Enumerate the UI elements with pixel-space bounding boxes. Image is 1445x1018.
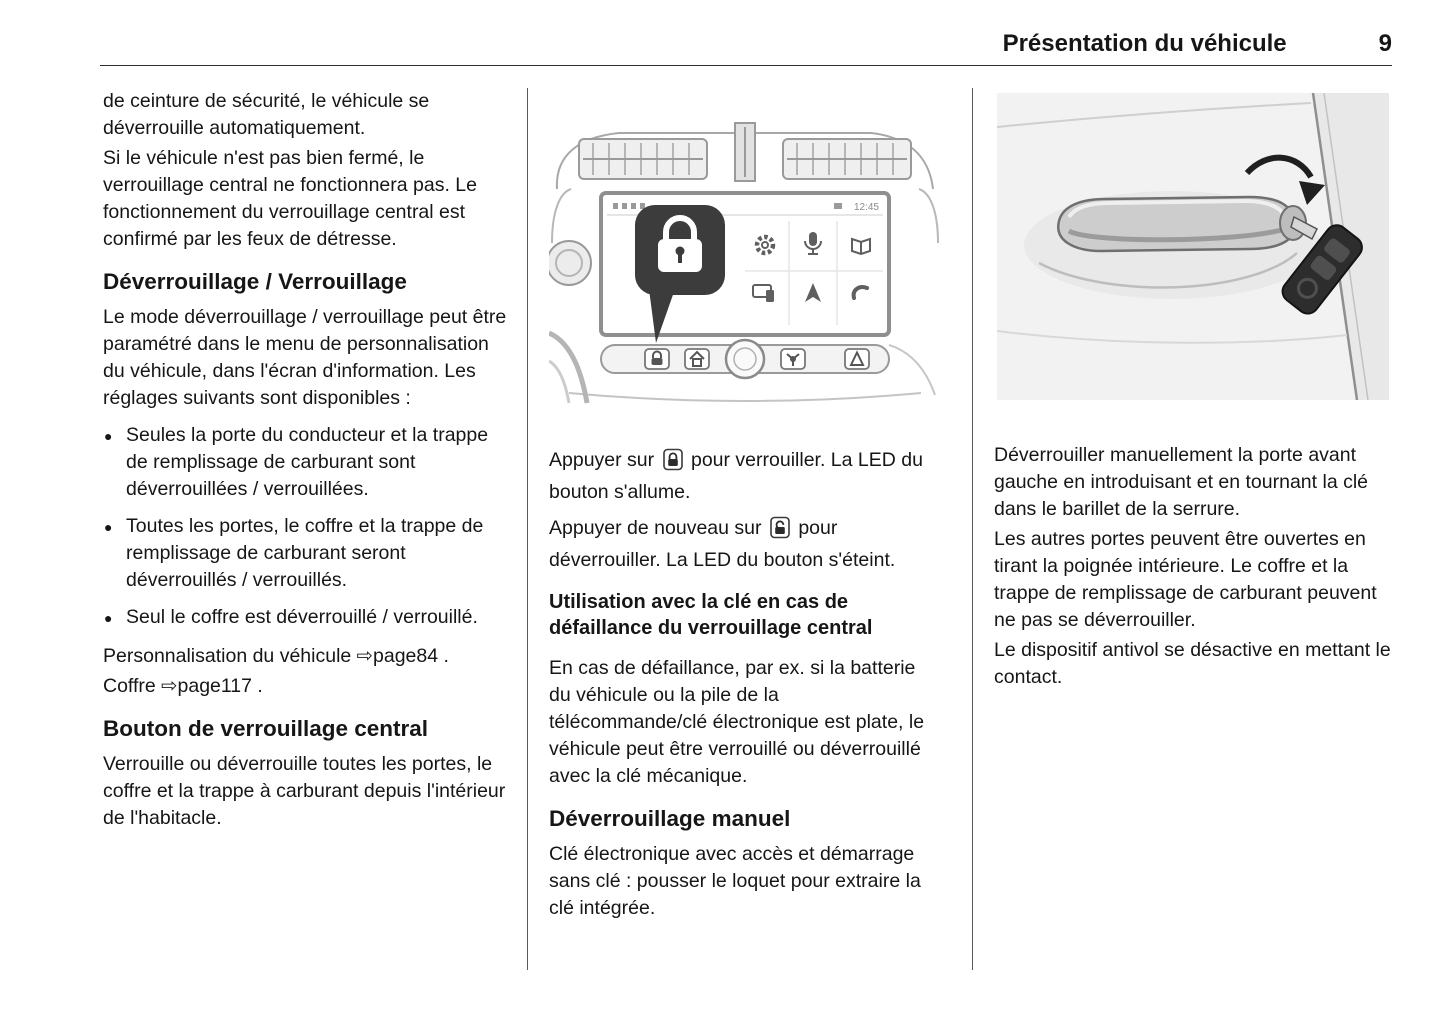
list-item: ● Seul le coffre est déverrouillé / verrouillé. [103,604,507,631]
press-lock-post-text: pour verrouiller. La LED du bouton s'allume. [549,449,923,503]
unlock-icon [770,516,790,547]
right-air-vent-icon [783,139,911,179]
paragraph: Si le véhicule n'est pas bien fermé, le verrouillage central ne fonctionnera pas. Le fonctionnement du verrouillage central est confirmé par les feux de détresse. [103,147,477,250]
column-left [103,88,507,835]
lock-icon [663,448,683,479]
press-to-lock-text [549,447,941,506]
section-heading-deverrouillage-manuel: Déverrouillage manuel [549,806,791,831]
cross-references [103,643,507,700]
section-heading-bouton: Bouton de verrouillage central [103,716,429,741]
paragraph: Le mode déverrouillage / verrouillage peut être paramétré dans le menu de personnalisation du véhicule, dans l'écran d'information. Les réglages suivants sont disponibles : [103,306,507,409]
paragraph: Clé électronique avec accès et démarrage sans clé : pousser le loquet pour extraire la clé intégrée. [549,843,921,919]
paragraph: de ceinture de sécurité, le véhicule se déverrouille automatiquement. [103,90,430,139]
cross-reference-personnalisation: Personnalisation du véhicule ⇨page84 . [103,645,449,667]
list-item: ● Toutes les portes, le coffre et la trappe de remplissage de carburant seront déverrouillés / verrouillés. [103,513,507,594]
page-number: 9 [1378,30,1392,57]
infotainment-figure [549,93,941,405]
page-title: Présentation du véhicule [1002,30,1287,57]
paragraph: En cas de défaillance, par ex. si la batterie du véhicule ou la pile de la télécommande/clé électronique est plate, le véhicule peut être verrouillé ou déverrouillé avec la clé mécanique. [549,657,925,787]
press-to-unlock-text [549,515,941,574]
door-handle-illustration [994,93,1392,400]
press-unlock-pre-text: Appuyer de nouveau sur [549,517,762,539]
column-middle [549,88,941,925]
door-handle-figure [994,93,1392,400]
bullet-list [103,422,507,631]
paragraph: Déverrouiller manuellement la porte avant gauche en introduisant et en tournant la clé dans le barillet de la serrure. [994,444,1369,520]
dashboard-illustration [549,93,941,405]
left-air-vent-icon [579,139,707,179]
fan-button [781,349,805,369]
column-divider [972,88,973,970]
hazard-button [845,349,869,369]
cross-reference-coffre: Coffre ⇨page117 . [103,675,263,697]
volume-knob [726,340,764,378]
headlight-knob [549,241,591,285]
subheading-cle-defaillance: Utilisation avec la clé en cas de défaillance du verrouillage central [549,591,873,639]
control-button-strip [601,340,889,378]
paragraph: Le dispositif antivol se désactive en mettant le contact. [994,639,1391,688]
paragraph: Verrouille ou déverrouille toutes les portes, le coffre et la trappe à carburant depuis l'intérieur de l'habitacle. [103,753,506,829]
paragraph: Les autres portes peuvent être ouvertes en tirant la poignée intérieure. Le coffre et la trappe de remplissage de carburant peuvent ne pas se déverrouiller. [994,528,1377,631]
door-handle [1058,197,1295,251]
center-sensor-icon [735,123,755,181]
column-divider [527,88,528,970]
list-item: ● Seules la porte du conducteur et la trappe de remplissage de carburant sont déverrouillées / verrouillées. [103,422,507,503]
column-right [994,88,1392,694]
screen-clock: 12:45 [853,202,879,213]
home-button [685,349,709,369]
press-unlock-post-text: pour déverrouiller. La LED du bouton s'éteint. [549,517,896,571]
section-heading-deverrouillage: Déverrouillage / Verrouillage [103,269,407,294]
page-header [100,0,1392,66]
press-lock-pre-text: Appuyer sur [549,449,655,471]
central-locking-button [645,349,669,369]
